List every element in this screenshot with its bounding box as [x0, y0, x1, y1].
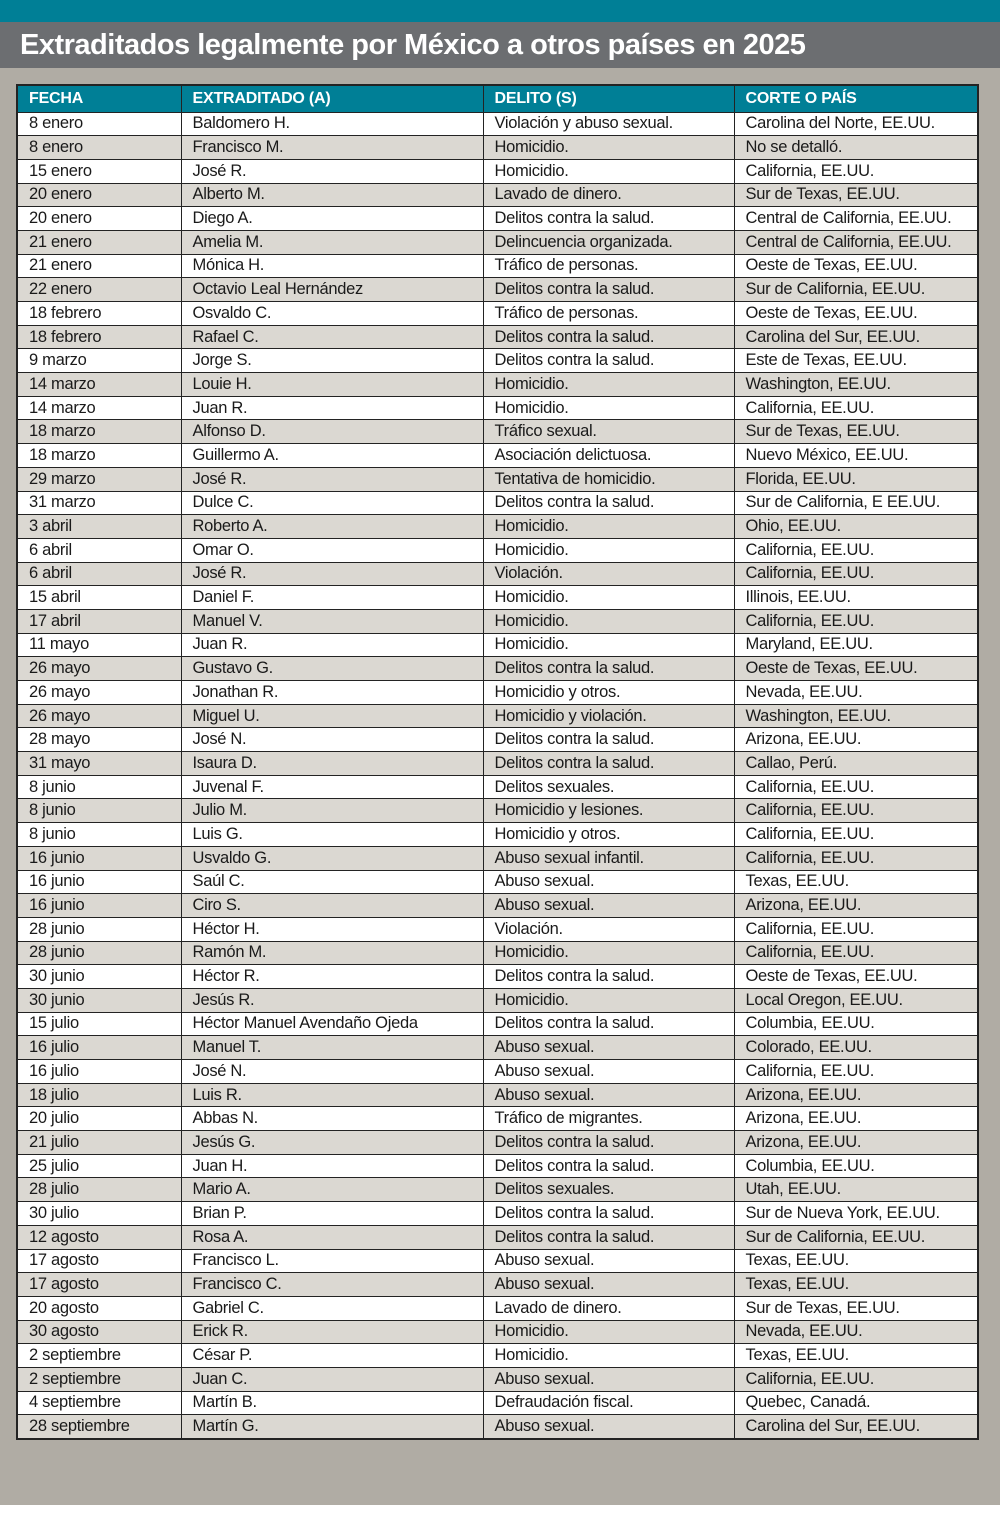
cell-extraditado: Alberto M.: [181, 183, 483, 207]
cell-corte: California, EE.UU.: [734, 562, 978, 586]
cell-fecha: 18 febrero: [17, 325, 181, 349]
cell-fecha: 28 junio: [17, 941, 181, 965]
table-row: [17, 1296, 978, 1320]
cell-corte: Sur de California, EE.UU.: [734, 1225, 978, 1249]
table-row: [17, 1178, 978, 1202]
cell-corte: California, EE.UU.: [734, 159, 978, 183]
cell-corte: California, EE.UU.: [734, 1367, 978, 1391]
cell-fecha: 2 septiembre: [17, 1367, 181, 1391]
cell-corte: California, EE.UU.: [734, 1060, 978, 1084]
cell-fecha: 20 enero: [17, 207, 181, 231]
cell-fecha: 14 marzo: [17, 396, 181, 420]
cell-delito: Homicidio y otros.: [483, 823, 734, 847]
cell-delito: Homicidio.: [483, 159, 734, 183]
cell-delito: Delitos contra la salud.: [483, 1202, 734, 1226]
cell-corte: Arizona, EE.UU.: [734, 1107, 978, 1131]
cell-fecha: 31 marzo: [17, 491, 181, 515]
column-header-fecha: FECHA: [17, 85, 181, 112]
cell-corte: Columbia, EE.UU.: [734, 1154, 978, 1178]
column-header-delito: DELITO (S): [483, 85, 734, 112]
cell-extraditado: Manuel V.: [181, 609, 483, 633]
cell-fecha: 30 agosto: [17, 1320, 181, 1344]
cell-fecha: 16 junio: [17, 894, 181, 918]
cell-corte: Sur de California, E EE.UU.: [734, 491, 978, 515]
column-header-extraditado: EXTRADITADO (A): [181, 85, 483, 112]
table-row: [17, 988, 978, 1012]
cell-fecha: 20 enero: [17, 183, 181, 207]
cell-fecha: 16 julio: [17, 1060, 181, 1084]
cell-delito: Delitos contra la salud.: [483, 349, 734, 373]
cell-fecha: 21 enero: [17, 230, 181, 254]
table-row: [17, 1036, 978, 1060]
cell-delito: Abuso sexual.: [483, 1060, 734, 1084]
cell-delito: Homicidio.: [483, 941, 734, 965]
cell-extraditado: Manuel T.: [181, 1036, 483, 1060]
cell-extraditado: Miguel U.: [181, 704, 483, 728]
table-row: [17, 941, 978, 965]
cell-fecha: 29 marzo: [17, 467, 181, 491]
table-row: [17, 373, 978, 397]
cell-extraditado: Amelia M.: [181, 230, 483, 254]
cell-extraditado: José R.: [181, 562, 483, 586]
table-row: [17, 728, 978, 752]
cell-delito: Abuso sexual.: [483, 1273, 734, 1297]
cell-corte: Sur de Texas, EE.UU.: [734, 183, 978, 207]
cell-delito: Lavado de dinero.: [483, 1296, 734, 1320]
table-row: [17, 159, 978, 183]
cell-fecha: 15 julio: [17, 1012, 181, 1036]
cell-corte: California, EE.UU.: [734, 775, 978, 799]
cell-fecha: 4 septiembre: [17, 1391, 181, 1415]
cell-fecha: 18 marzo: [17, 420, 181, 444]
cell-corte: Quebec, Canadá.: [734, 1391, 978, 1415]
cell-corte: Local Oregon, EE.UU.: [734, 988, 978, 1012]
cell-fecha: 8 junio: [17, 799, 181, 823]
table-row: [17, 1344, 978, 1368]
cell-corte: Illinois, EE.UU.: [734, 586, 978, 610]
cell-fecha: 3 abril: [17, 515, 181, 539]
table-row: [17, 254, 978, 278]
cell-extraditado: Dulce C.: [181, 491, 483, 515]
table-row: [17, 444, 978, 468]
cell-delito: Abuso sexual.: [483, 894, 734, 918]
table-row: [17, 609, 978, 633]
cell-delito: Homicidio y otros.: [483, 681, 734, 705]
cell-delito: Tráfico de migrantes.: [483, 1107, 734, 1131]
cell-extraditado: Rosa A.: [181, 1225, 483, 1249]
cell-delito: Delitos sexuales.: [483, 1178, 734, 1202]
cell-delito: Asociación delictuosa.: [483, 444, 734, 468]
cell-delito: Homicidio.: [483, 1320, 734, 1344]
cell-delito: Homicidio.: [483, 538, 734, 562]
cell-fecha: 30 junio: [17, 965, 181, 989]
cell-corte: No se detalló.: [734, 136, 978, 160]
cell-delito: Homicidio.: [483, 1344, 734, 1368]
cell-extraditado: José R.: [181, 159, 483, 183]
cell-extraditado: Baldomero H.: [181, 112, 483, 136]
cell-extraditado: Luis G.: [181, 823, 483, 847]
cell-extraditado: Gabriel C.: [181, 1296, 483, 1320]
cell-extraditado: Alfonso D.: [181, 420, 483, 444]
table-row: [17, 965, 978, 989]
cell-corte: California, EE.UU.: [734, 799, 978, 823]
cell-delito: Abuso sexual.: [483, 1367, 734, 1391]
cell-delito: Tráfico de personas.: [483, 254, 734, 278]
table-row: [17, 1060, 978, 1084]
table-row: [17, 1107, 978, 1131]
cell-extraditado: Martín G.: [181, 1415, 483, 1439]
cell-extraditado: Héctor R.: [181, 965, 483, 989]
cell-extraditado: Isaura D.: [181, 752, 483, 776]
cell-extraditado: Gustavo G.: [181, 657, 483, 681]
cell-delito: Delitos contra la salud.: [483, 207, 734, 231]
cell-corte: Oeste de Texas, EE.UU.: [734, 302, 978, 326]
cell-fecha: 28 julio: [17, 1178, 181, 1202]
cell-corte: California, EE.UU.: [734, 941, 978, 965]
header-row: [17, 85, 978, 112]
cell-fecha: 26 mayo: [17, 704, 181, 728]
cell-fecha: 21 julio: [17, 1131, 181, 1155]
cell-delito: Violación.: [483, 917, 734, 941]
cell-fecha: 30 julio: [17, 1202, 181, 1226]
cell-fecha: 17 agosto: [17, 1249, 181, 1273]
cell-extraditado: Jonathan R.: [181, 681, 483, 705]
cell-extraditado: Guillermo A.: [181, 444, 483, 468]
table-row: [17, 183, 978, 207]
cell-fecha: 20 agosto: [17, 1296, 181, 1320]
cell-delito: Tentativa de homicidio.: [483, 467, 734, 491]
extraditions-table: [16, 84, 979, 1440]
cell-fecha: 26 mayo: [17, 681, 181, 705]
cell-corte: Central de California, EE.UU.: [734, 230, 978, 254]
column-header-corte: CORTE O PAÍS: [734, 85, 978, 112]
table-row: [17, 1012, 978, 1036]
cell-fecha: 18 febrero: [17, 302, 181, 326]
cell-extraditado: Roberto A.: [181, 515, 483, 539]
cell-extraditado: César P.: [181, 1344, 483, 1368]
cell-corte: Nevada, EE.UU.: [734, 681, 978, 705]
cell-fecha: 15 abril: [17, 586, 181, 610]
cell-delito: Delitos contra la salud.: [483, 657, 734, 681]
cell-extraditado: Julio M.: [181, 799, 483, 823]
table-row: [17, 704, 978, 728]
table-row: [17, 112, 978, 136]
cell-fecha: 28 mayo: [17, 728, 181, 752]
cell-delito: Homicidio.: [483, 633, 734, 657]
cell-corte: California, EE.UU.: [734, 396, 978, 420]
cell-corte: California, EE.UU.: [734, 823, 978, 847]
cell-corte: Sur de Nueva York, EE.UU.: [734, 1202, 978, 1226]
table-row: [17, 917, 978, 941]
cell-fecha: 16 julio: [17, 1036, 181, 1060]
table-row: [17, 846, 978, 870]
cell-corte: Sur de Texas, EE.UU.: [734, 1296, 978, 1320]
cell-delito: Abuso sexual infantil.: [483, 846, 734, 870]
table-row: [17, 1083, 978, 1107]
cell-corte: Nuevo México, EE.UU.: [734, 444, 978, 468]
cell-fecha: 26 mayo: [17, 657, 181, 681]
cell-extraditado: Usvaldo G.: [181, 846, 483, 870]
cell-fecha: 28 septiembre: [17, 1415, 181, 1439]
cell-corte: Texas, EE.UU.: [734, 870, 978, 894]
table-row: [17, 1367, 978, 1391]
cell-fecha: 21 enero: [17, 254, 181, 278]
cell-corte: Arizona, EE.UU.: [734, 728, 978, 752]
cell-extraditado: Mario A.: [181, 1178, 483, 1202]
cell-extraditado: José R.: [181, 467, 483, 491]
cell-delito: Delincuencia organizada.: [483, 230, 734, 254]
cell-corte: Arizona, EE.UU.: [734, 1131, 978, 1155]
cell-corte: Ohio, EE.UU.: [734, 515, 978, 539]
cell-delito: Defraudación fiscal.: [483, 1391, 734, 1415]
cell-extraditado: Jorge S.: [181, 349, 483, 373]
cell-delito: Delitos contra la salud.: [483, 325, 734, 349]
page-title: Extraditados legalmente por México a otros países en 2025: [20, 28, 806, 61]
table-row: [17, 1202, 978, 1226]
cell-corte: Arizona, EE.UU.: [734, 894, 978, 918]
top-accent-bar: [0, 0, 1000, 22]
cell-fecha: 30 junio: [17, 988, 181, 1012]
table-row: [17, 467, 978, 491]
cell-delito: Tráfico de personas.: [483, 302, 734, 326]
cell-fecha: 2 septiembre: [17, 1344, 181, 1368]
cell-extraditado: Ramón M.: [181, 941, 483, 965]
cell-fecha: 17 agosto: [17, 1273, 181, 1297]
cell-fecha: 18 marzo: [17, 444, 181, 468]
cell-delito: Homicidio y lesiones.: [483, 799, 734, 823]
cell-delito: Tráfico sexual.: [483, 420, 734, 444]
cell-delito: Homicidio.: [483, 515, 734, 539]
cell-extraditado: Jesús G.: [181, 1131, 483, 1155]
table-row: [17, 799, 978, 823]
cell-corte: Nevada, EE.UU.: [734, 1320, 978, 1344]
cell-delito: Lavado de dinero.: [483, 183, 734, 207]
cell-fecha: 22 enero: [17, 278, 181, 302]
cell-fecha: 25 julio: [17, 1154, 181, 1178]
table-row: [17, 586, 978, 610]
table-row: [17, 752, 978, 776]
cell-extraditado: Francisco M.: [181, 136, 483, 160]
cell-extraditado: Erick R.: [181, 1320, 483, 1344]
cell-fecha: 28 junio: [17, 917, 181, 941]
cell-fecha: 15 enero: [17, 159, 181, 183]
cell-fecha: 20 julio: [17, 1107, 181, 1131]
table-row: [17, 1391, 978, 1415]
table-row: [17, 278, 978, 302]
table-row: [17, 491, 978, 515]
cell-extraditado: Luis R.: [181, 1083, 483, 1107]
title-band: [0, 22, 1000, 68]
cell-delito: Homicidio y violación.: [483, 704, 734, 728]
table-row: [17, 657, 978, 681]
table-row: [17, 681, 978, 705]
cell-corte: Maryland, EE.UU.: [734, 633, 978, 657]
cell-extraditado: Jesús R.: [181, 988, 483, 1012]
cell-extraditado: Juan R.: [181, 633, 483, 657]
cell-extraditado: Francisco C.: [181, 1273, 483, 1297]
cell-extraditado: Daniel F.: [181, 586, 483, 610]
cell-extraditado: José N.: [181, 728, 483, 752]
cell-extraditado: Héctor H.: [181, 917, 483, 941]
cell-fecha: 8 junio: [17, 775, 181, 799]
cell-corte: California, EE.UU.: [734, 538, 978, 562]
cell-corte: Washington, EE.UU.: [734, 704, 978, 728]
table-row: [17, 538, 978, 562]
cell-fecha: 9 marzo: [17, 349, 181, 373]
cell-delito: Delitos contra la salud.: [483, 965, 734, 989]
cell-fecha: 14 marzo: [17, 373, 181, 397]
cell-extraditado: Abbas N.: [181, 1107, 483, 1131]
cell-extraditado: Martín B.: [181, 1391, 483, 1415]
table-row: [17, 775, 978, 799]
cell-fecha: 8 enero: [17, 136, 181, 160]
cell-extraditado: Juvenal F.: [181, 775, 483, 799]
cell-corte: Texas, EE.UU.: [734, 1273, 978, 1297]
cell-delito: Delitos contra la salud.: [483, 752, 734, 776]
cell-fecha: 16 junio: [17, 846, 181, 870]
cell-extraditado: Brian P.: [181, 1202, 483, 1226]
table-row: [17, 1320, 978, 1344]
cell-corte: Central de California, EE.UU.: [734, 207, 978, 231]
cell-corte: Oeste de Texas, EE.UU.: [734, 254, 978, 278]
cell-corte: Este de Texas, EE.UU.: [734, 349, 978, 373]
cell-fecha: 11 mayo: [17, 633, 181, 657]
table-row: [17, 633, 978, 657]
cell-corte: California, EE.UU.: [734, 609, 978, 633]
cell-delito: Violación.: [483, 562, 734, 586]
table-row: [17, 823, 978, 847]
cell-corte: Oeste de Texas, EE.UU.: [734, 965, 978, 989]
cell-delito: Abuso sexual.: [483, 1415, 734, 1439]
cell-corte: Carolina del Sur, EE.UU.: [734, 1415, 978, 1439]
cell-fecha: 12 agosto: [17, 1225, 181, 1249]
cell-delito: Homicidio.: [483, 396, 734, 420]
table-section: [0, 68, 1000, 1505]
table-header: [17, 85, 978, 112]
cell-extraditado: Omar O.: [181, 538, 483, 562]
table-row: [17, 562, 978, 586]
cell-delito: Abuso sexual.: [483, 1083, 734, 1107]
cell-delito: Abuso sexual.: [483, 1036, 734, 1060]
cell-corte: Colorado, EE.UU.: [734, 1036, 978, 1060]
cell-fecha: 6 abril: [17, 562, 181, 586]
cell-fecha: 8 junio: [17, 823, 181, 847]
cell-fecha: 31 mayo: [17, 752, 181, 776]
table-row: [17, 1154, 978, 1178]
cell-extraditado: Ciro S.: [181, 894, 483, 918]
table-row: [17, 302, 978, 326]
cell-fecha: 18 julio: [17, 1083, 181, 1107]
table-row: [17, 136, 978, 160]
cell-corte: Washington, EE.UU.: [734, 373, 978, 397]
cell-delito: Abuso sexual.: [483, 1249, 734, 1273]
cell-delito: Violación y abuso sexual.: [483, 112, 734, 136]
table-row: [17, 1225, 978, 1249]
table-row: [17, 349, 978, 373]
cell-delito: Homicidio.: [483, 586, 734, 610]
cell-corte: Utah, EE.UU.: [734, 1178, 978, 1202]
table-row: [17, 207, 978, 231]
cell-extraditado: Octavio Leal Hernández: [181, 278, 483, 302]
cell-corte: California, EE.UU.: [734, 846, 978, 870]
table-row: [17, 870, 978, 894]
cell-extraditado: Francisco L.: [181, 1249, 483, 1273]
table-row: [17, 1249, 978, 1273]
cell-extraditado: Juan R.: [181, 396, 483, 420]
cell-corte: Oeste de Texas, EE.UU.: [734, 657, 978, 681]
cell-delito: Delitos contra la salud.: [483, 1131, 734, 1155]
cell-extraditado: José N.: [181, 1060, 483, 1084]
cell-corte: Texas, EE.UU.: [734, 1249, 978, 1273]
table-row: [17, 325, 978, 349]
cell-extraditado: Mónica H.: [181, 254, 483, 278]
cell-corte: Carolina del Norte, EE.UU.: [734, 112, 978, 136]
cell-corte: Arizona, EE.UU.: [734, 1083, 978, 1107]
cell-fecha: 16 junio: [17, 870, 181, 894]
table-row: [17, 1415, 978, 1439]
table-row: [17, 1131, 978, 1155]
cell-delito: Abuso sexual.: [483, 870, 734, 894]
cell-extraditado: Diego A.: [181, 207, 483, 231]
cell-delito: Homicidio.: [483, 136, 734, 160]
cell-delito: Delitos sexuales.: [483, 775, 734, 799]
table-row: [17, 230, 978, 254]
cell-extraditado: Osvaldo C.: [181, 302, 483, 326]
cell-extraditado: Saúl C.: [181, 870, 483, 894]
cell-corte: Carolina del Sur, EE.UU.: [734, 325, 978, 349]
cell-delito: Delitos contra la salud.: [483, 1225, 734, 1249]
cell-delito: Homicidio.: [483, 609, 734, 633]
cell-extraditado: Juan H.: [181, 1154, 483, 1178]
cell-extraditado: Louie H.: [181, 373, 483, 397]
cell-delito: Delitos contra la salud.: [483, 1154, 734, 1178]
cell-delito: Homicidio.: [483, 988, 734, 1012]
cell-delito: Delitos contra la salud.: [483, 728, 734, 752]
table-row: [17, 515, 978, 539]
cell-corte: Sur de California, EE.UU.: [734, 278, 978, 302]
cell-delito: Delitos contra la salud.: [483, 491, 734, 515]
cell-delito: Delitos contra la salud.: [483, 278, 734, 302]
cell-delito: Homicidio.: [483, 373, 734, 397]
table-row: [17, 1273, 978, 1297]
cell-corte: Florida, EE.UU.: [734, 467, 978, 491]
table-row: [17, 396, 978, 420]
cell-fecha: 6 abril: [17, 538, 181, 562]
cell-corte: Callao, Perú.: [734, 752, 978, 776]
cell-corte: Sur de Texas, EE.UU.: [734, 420, 978, 444]
cell-corte: California, EE.UU.: [734, 917, 978, 941]
table-row: [17, 894, 978, 918]
cell-extraditado: Héctor Manuel Avendaño Ojeda: [181, 1012, 483, 1036]
table-body: [17, 112, 978, 1439]
cell-fecha: 17 abril: [17, 609, 181, 633]
cell-extraditado: Rafael C.: [181, 325, 483, 349]
cell-corte: Columbia, EE.UU.: [734, 1012, 978, 1036]
cell-fecha: 8 enero: [17, 112, 181, 136]
cell-extraditado: Juan C.: [181, 1367, 483, 1391]
table-row: [17, 420, 978, 444]
cell-delito: Delitos contra la salud.: [483, 1012, 734, 1036]
cell-corte: Texas, EE.UU.: [734, 1344, 978, 1368]
